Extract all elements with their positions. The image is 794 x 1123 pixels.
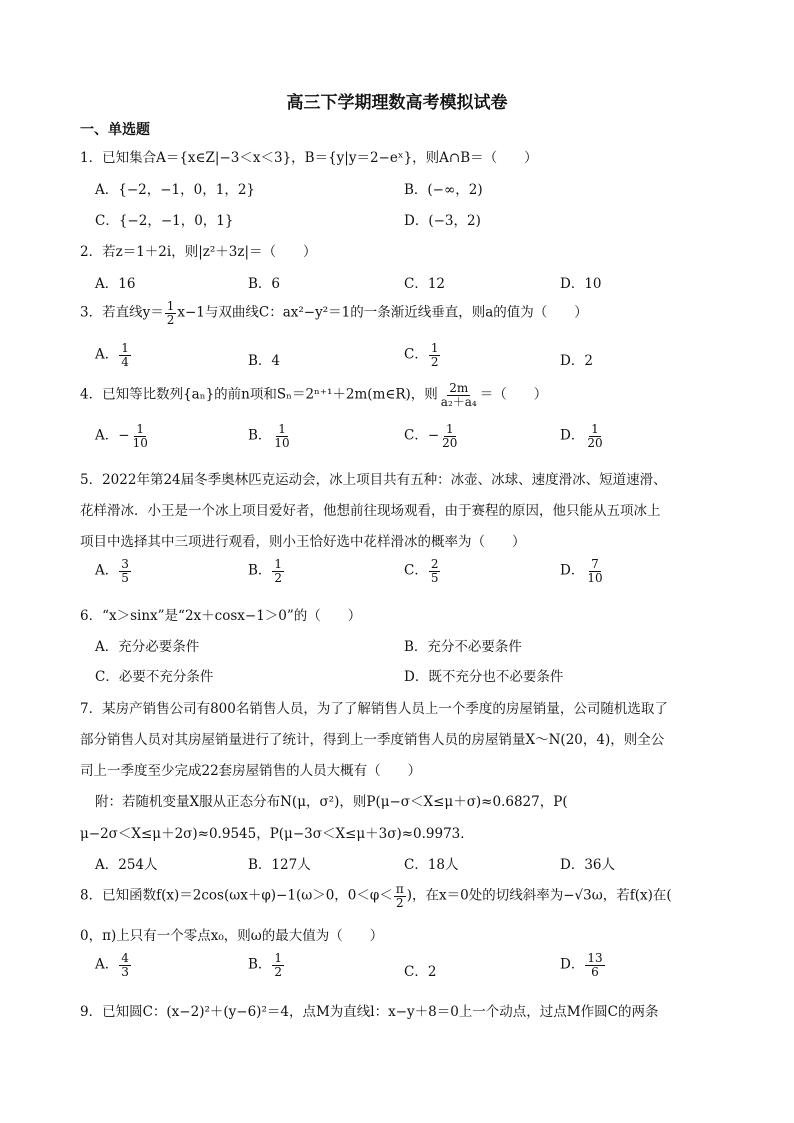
question-8-line-2: 0，π)上只有一个零点x₀，则ω的最大值为（ ） — [80, 928, 384, 944]
q8-option-c[interactable]: C．2 — [404, 964, 437, 980]
q1-option-b[interactable]: B．(−∞，2) — [404, 182, 483, 198]
q8-option-b[interactable]: B． $\frac{1}{2}$ — [248, 951, 283, 979]
q5-option-d[interactable]: D． $\frac{7}{10}$ — [560, 557, 603, 585]
q2-option-a[interactable]: A．16 — [95, 276, 136, 292]
q4-option-c[interactable]: C．− $\frac{1}{20}$ — [404, 422, 458, 450]
q2-option-d[interactable]: D．10 — [560, 276, 602, 292]
question-3: 3．若直线y＝ $\frac{1}{2}$ x−1与双曲线C：ax²−y²＝1的一条渐近线垂直，则a的值为（ ） — [80, 299, 588, 327]
q7-option-b[interactable]: B．127人 — [248, 857, 311, 873]
q4-option-a[interactable]: A．− $\frac{1}{10}$ — [95, 422, 148, 450]
question-5-line-1: 5．2022年第24届冬季奥林匹克运动会，冰上项目共有五种：冰壶、冰球、速度滑冰、短道速滑、 — [80, 472, 667, 488]
fraction: $\frac{\pi}{2}$ — [395, 882, 404, 910]
q7-option-d[interactable]: D．36人 — [560, 857, 616, 873]
question-7-line-1: 7．某房产销售公司有800名销售人员，为了了解销售人员上一个季度的房屋销量，公司随机选取了 — [80, 701, 668, 717]
q6-option-d[interactable]: D．既不充分也不必要条件 — [404, 669, 564, 685]
question-7-appendix-2: μ−2σ＜X≤μ＋2σ)≈0.9545，P(μ−3σ＜X≤μ＋3σ)≈0.9973． — [80, 826, 474, 842]
q8-option-d[interactable]: D． $\frac{13}{6}$ — [560, 951, 603, 979]
q3-option-d[interactable]: D．2 — [560, 353, 593, 369]
q1-option-c[interactable]: C．{−2，−1，0，1} — [95, 213, 234, 229]
question-5-line-2: 花样滑冰．小王是一个冰上项目爱好者，他想前往现场观看，由于赛程的原因，他只能从五项冰上 — [80, 503, 661, 519]
q2-option-c[interactable]: C．12 — [404, 276, 446, 292]
q4-option-d[interactable]: D． $\frac{1}{20}$ — [560, 422, 603, 450]
q5-option-a[interactable]: A． $\frac{3}{5}$ — [95, 557, 129, 585]
q2-option-b[interactable]: B．6 — [248, 276, 281, 292]
q7-option-c[interactable]: C．18人 — [404, 857, 459, 873]
q6-option-b[interactable]: B．充分不必要条件 — [404, 639, 522, 655]
q4-option-b[interactable]: B． $\frac{1}{10}$ — [248, 422, 290, 450]
fraction: $\frac{1}{2}$ — [166, 299, 175, 327]
q8-option-a[interactable]: A． $\frac{4}{3}$ — [95, 951, 129, 979]
question-9: 9．已知圆C：(x−2)²＋(y−6)²＝4，点M为直线l：x−y＋8＝0上一个动点，过点M作圆C的两条 — [80, 1004, 659, 1020]
q6-option-a[interactable]: A．充分必要条件 — [95, 639, 200, 655]
q6-option-c[interactable]: C．必要不充分条件 — [95, 669, 214, 685]
q5-option-c[interactable]: C． $\frac{2}{5}$ — [404, 557, 439, 585]
q1-option-d[interactable]: D．(−3，2) — [404, 213, 481, 229]
section-heading: 一、单选题 — [80, 122, 150, 138]
q3-option-b[interactable]: B．4 — [248, 353, 281, 369]
question-2: 2．若z＝1＋2i，则|z²＋3z|＝（ ） — [80, 244, 317, 260]
page-title: 高三下学期理数高考模拟试卷 — [286, 93, 508, 113]
question-5-line-3: 项目中选择其中三项进行观看，则小王恰好选中花样滑冰的概率为（ ） — [80, 534, 526, 550]
question-4: 4．已知等比数列{aₙ}的前n项和Sₙ＝2ⁿ⁺¹＋2m(m∈R)，则 $\frac{2m}{\text{a₂＋a₄}}$ ＝（ ） — [80, 381, 548, 409]
question-1: 1．已知集合A＝{x∈Z|−3＜x＜3}，B＝{y|y＝2−eˣ}，则A∩B＝（ ） — [80, 150, 538, 166]
q3-option-c[interactable]: C． $\frac{1}{2}$ — [404, 341, 439, 369]
q7-option-a[interactable]: A．254人 — [95, 857, 158, 873]
question-7-appendix-1: 附：若随机变量X服从正态分布N(μ，σ²)，则P(μ−σ＜X≤μ＋σ)≈0.6827，P( — [95, 794, 568, 810]
question-7-line-2: 部分销售人员对其房屋销量进行了统计，得到上一季度销售人员的房屋销量X～N(20，4)，则全公 — [80, 732, 665, 748]
question-7-line-3: 司上一季度至少完成22套房屋销售的人员大概有（ ） — [80, 763, 422, 779]
q5-option-b[interactable]: B． $\frac{1}{2}$ — [248, 557, 283, 585]
question-8-line-1: 8．已知函数f(x)＝2cos(ωx＋φ)−1(ω＞0，0＜φ＜ $\frac{\pi}{2}$ )，在x＝0处的切线斜率为−√3ω，若f(x)在( — [80, 882, 672, 910]
q3-option-a[interactable]: A． $\frac{1}{4}$ — [95, 341, 129, 369]
q1-option-a[interactable]: A．{−2，−1，0，1，2} — [95, 182, 255, 198]
question-6: 6．“x＞sinx”是“2x＋cosx−1＞0”的（ ） — [80, 608, 362, 624]
fraction: $\frac{2m}{\text{a₂＋a₄}}$ — [440, 381, 477, 409]
